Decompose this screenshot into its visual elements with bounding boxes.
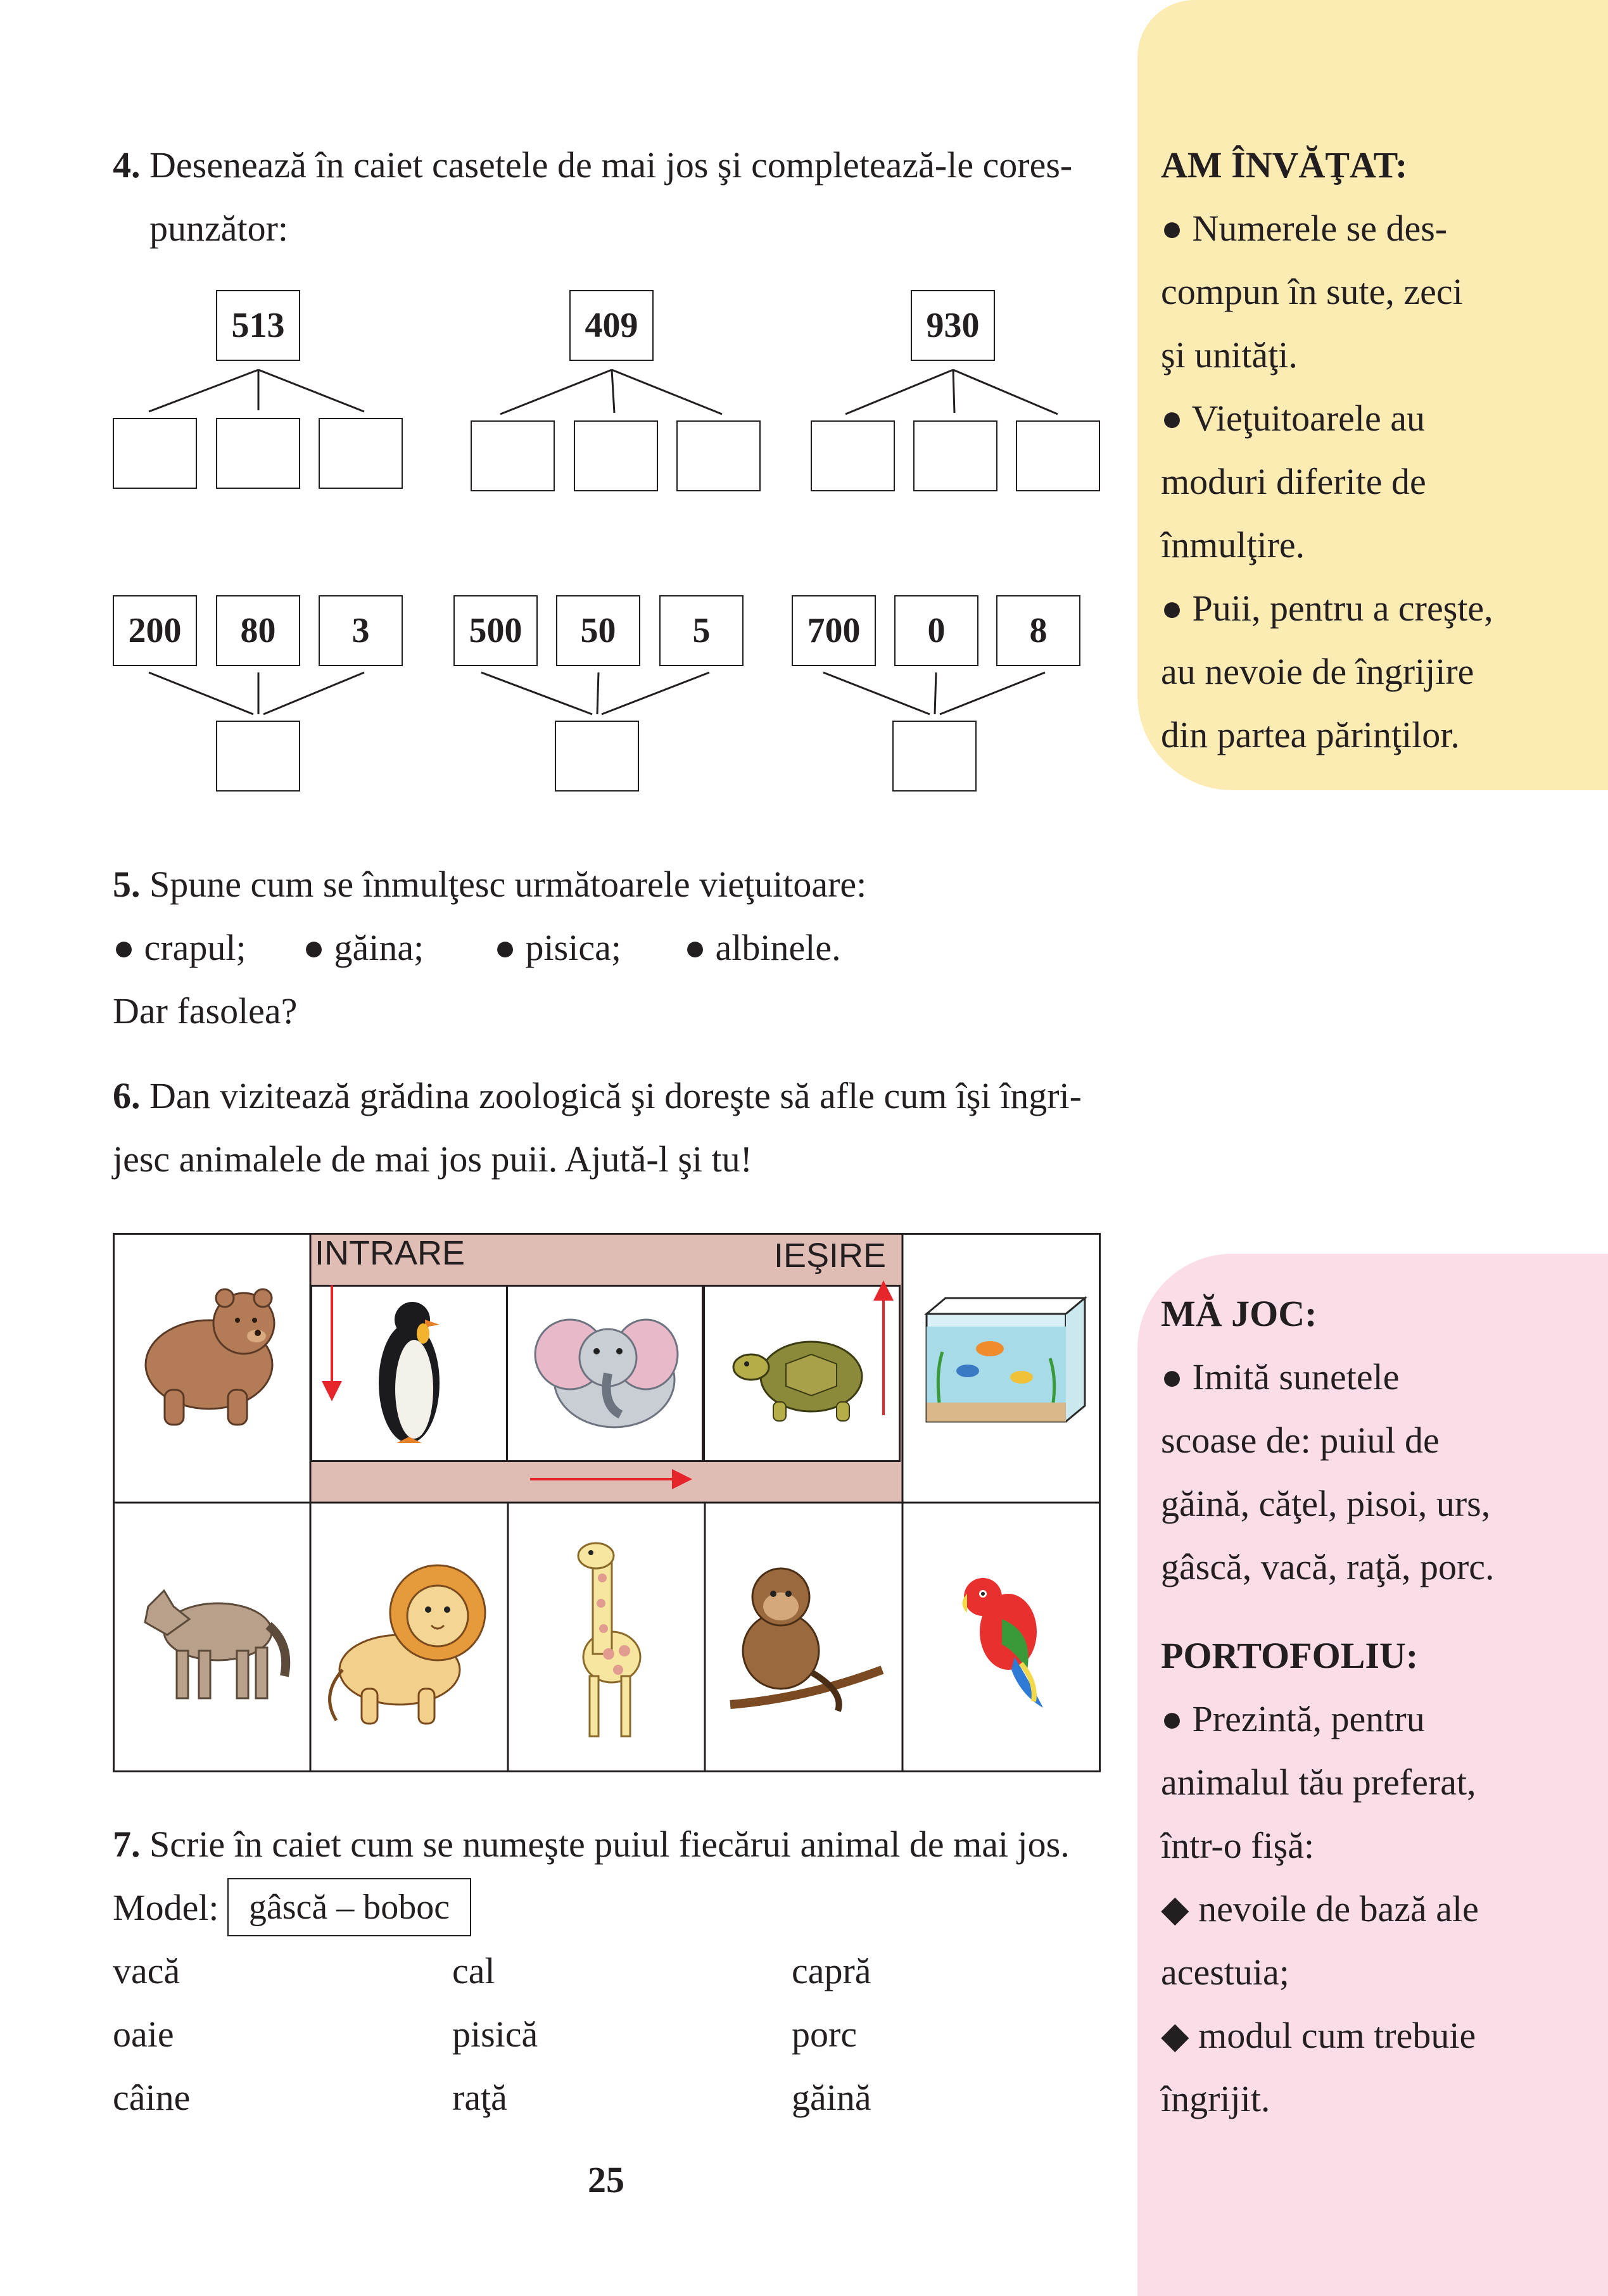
sidebar-learned-line: ● Puii, pentru a creşte,: [1161, 588, 1493, 629]
sidebar-learned-line: au nevoie de îngrijire: [1161, 651, 1474, 692]
aquarium-illustration: [906, 1266, 1099, 1456]
exercise-6-number: 6.: [113, 1075, 141, 1116]
part-box: 5: [659, 595, 744, 666]
model-label: Model:: [113, 1887, 219, 1928]
sidebar-play-line: gâscă, vacă, raţă, porc.: [1161, 1546, 1495, 1587]
page-number: 25: [588, 2159, 624, 2200]
exercise-5-item: ● crapul;: [113, 927, 246, 968]
sidebar-portfolio-line: ◆ modul cum trebuie: [1161, 2015, 1476, 2056]
item-text: crapul;: [144, 927, 246, 968]
monkey-illustration: [705, 1506, 901, 1770]
empty-answer-box: [1016, 420, 1100, 491]
model-example-box: gâscă – boboc: [227, 1878, 471, 1936]
sidebar-learned-line: moduri diferite de: [1161, 461, 1426, 502]
sidebar-play-line: scoase de: puiul de: [1161, 1420, 1440, 1461]
part-box: 200: [113, 595, 197, 666]
elephant-illustration: [508, 1287, 702, 1460]
exercise-5-prompt: Spune cum se înmulţesc următoarele vieţuitoare:: [149, 864, 867, 905]
empty-answer-box: [216, 721, 300, 792]
penguin-illustration: [312, 1287, 506, 1460]
sidebar-learned-line: înmulţire.: [1161, 524, 1305, 565]
sidebar-portfolio-line: îngrijit.: [1161, 2078, 1270, 2119]
sidebar-play-line: ● Imită sunetele: [1161, 1356, 1400, 1397]
exercise-7-number: 7.: [113, 1824, 141, 1865]
exercise-4-line2: punzător:: [149, 208, 289, 249]
sidebar-portfolio-line: animalul tău preferat,: [1161, 1762, 1476, 1803]
exercise-5-followup: Dar fasolea?: [113, 990, 298, 1031]
parrot-illustration: [904, 1506, 1099, 1770]
animal-word: câine: [113, 2077, 191, 2118]
empty-answer-box: [216, 418, 300, 489]
sidebar-portfolio-line: ● Prezintă, pentru: [1161, 1698, 1425, 1739]
sidebar-portfolio-line: ◆ nevoile de bază ale: [1161, 1888, 1479, 1929]
exercise-5-number: 5.: [113, 864, 141, 905]
exercise-5-item: ● găina;: [303, 927, 424, 968]
animal-word: găină: [792, 2077, 871, 2118]
entry-label: INTRARE: [315, 1234, 465, 1272]
sidebar-learned-line: compun în sute, zeci: [1161, 271, 1463, 312]
animal-word: capră: [792, 1950, 871, 1991]
part-box: 80: [216, 595, 300, 666]
number-box-top: 409: [569, 290, 654, 361]
sidebar-learned-line: ● Vieţuitoarele au: [1161, 398, 1425, 439]
exercise-5-line: [113, 866, 866, 903]
empty-answer-box: [811, 420, 895, 491]
exercise-6-line2: jesc animalele de mai jos puii. Ajută-l şi tu!: [113, 1139, 752, 1180]
exercise-4-line1: [113, 144, 1073, 186]
exit-label: IEŞIRE: [774, 1237, 887, 1275]
exercise-4-text: Desenează în caiet casetele de mai jos şi completează-le cores-: [149, 144, 1073, 186]
number-box-top: 513: [216, 290, 300, 361]
exercise-5-item: ● pisica;: [494, 927, 621, 968]
empty-answer-box: [574, 420, 658, 491]
sidebar-play-heading: MĂ JOC:: [1161, 1293, 1317, 1334]
sidebar-learned-line: ● Numerele se des-: [1161, 208, 1448, 249]
empty-answer-box: [892, 721, 977, 792]
giraffe-illustration: [508, 1506, 703, 1770]
sidebar-portfolio-line: acestuia;: [1161, 1952, 1289, 1993]
sidebar-portfolio-heading: PORTOFOLIU:: [1161, 1635, 1419, 1676]
lion-illustration: [312, 1506, 506, 1770]
animal-word: oaie: [113, 2014, 174, 2055]
empty-answer-box: [113, 418, 197, 489]
sidebar-learned-line: şi unităţi.: [1161, 334, 1298, 375]
empty-answer-box: [913, 420, 997, 491]
item-text: găina;: [334, 927, 424, 968]
exercise-4-number: 4.: [113, 144, 141, 186]
empty-answer-box: [319, 418, 403, 489]
animal-word: cal: [452, 1950, 495, 1991]
empty-answer-box: [471, 420, 555, 491]
sidebar-learned-line: din partea părinţilor.: [1161, 714, 1460, 755]
exercise-6-line1: [113, 1075, 1082, 1116]
empty-answer-box: [676, 420, 761, 491]
exercise-7-line: [113, 1826, 1070, 1863]
part-box: 3: [319, 595, 403, 666]
exercise-7-prompt: Scrie în caiet cum se numeşte puiul fiecărui animal de mai jos.: [149, 1824, 1070, 1865]
part-box: 700: [792, 595, 876, 666]
animal-word: pisică: [452, 2014, 538, 2055]
exercise-6-text: Dan vizitează grădina zoologică şi doreşte să afle cum îşi îngri-: [149, 1075, 1082, 1116]
exercise-5-item: ● albinele.: [684, 927, 841, 968]
item-text: albinele.: [715, 927, 841, 968]
part-box: 500: [453, 595, 538, 666]
turtle-illustration: [705, 1287, 899, 1460]
animal-word: porc: [792, 2014, 858, 2055]
sidebar-portfolio-line: într-o fişă:: [1161, 1825, 1315, 1866]
item-text: pisica;: [525, 927, 621, 968]
sidebar-play-line: găină, căţel, pisoi, urs,: [1161, 1483, 1491, 1524]
part-box: 0: [894, 595, 978, 666]
animal-word: raţă: [452, 2077, 507, 2118]
part-box: 50: [556, 595, 640, 666]
empty-answer-box: [555, 721, 639, 792]
sidebar-learned-heading: AM ÎNVĂŢAT:: [1161, 144, 1408, 186]
wolf-illustration: [114, 1506, 309, 1770]
number-box-top: 930: [911, 290, 995, 361]
animal-word: vacă: [113, 1950, 180, 1991]
part-box: 8: [996, 595, 1080, 666]
bear-illustration: [127, 1260, 291, 1450]
